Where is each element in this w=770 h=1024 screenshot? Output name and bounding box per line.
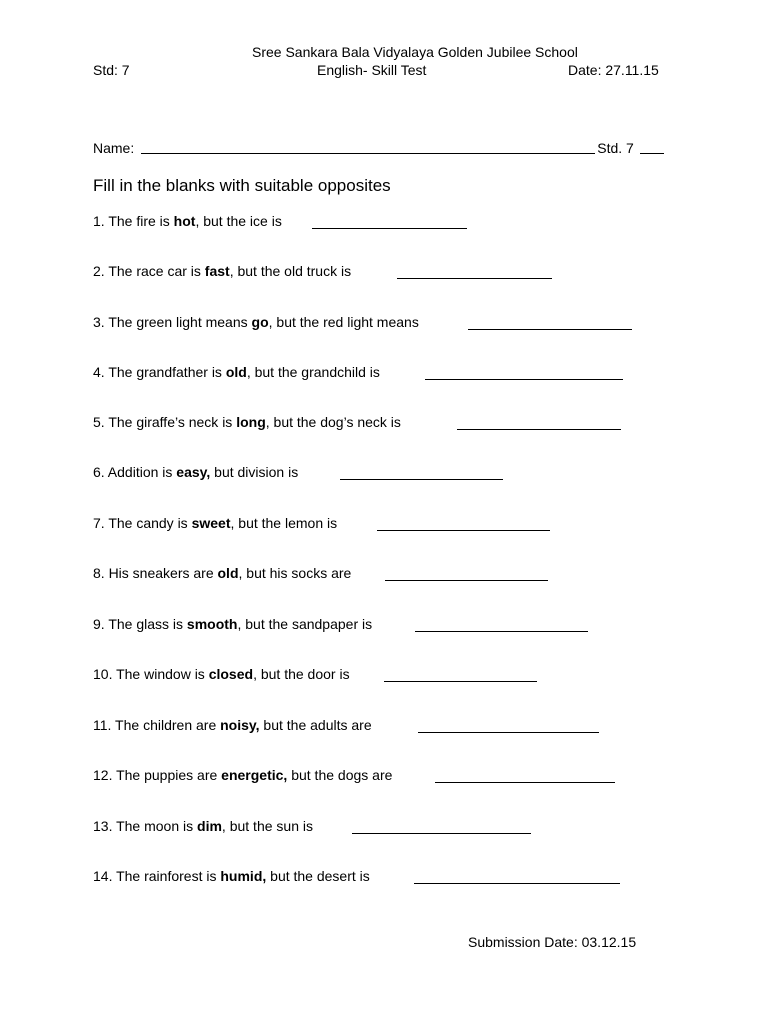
submission-date: Submission Date: 03.12.15: [468, 934, 637, 950]
question-keyword: long: [236, 414, 266, 430]
std-label: Std. 7: [597, 140, 634, 156]
answer-blank[interactable]: [414, 883, 620, 884]
question-text-pre: 5. The giraffe’s neck is: [93, 414, 237, 430]
question-text-post: , but his socks are: [238, 565, 352, 581]
header-date: Date: 27.11.15: [568, 62, 659, 78]
question-text-pre: 9. The glass is: [93, 616, 187, 632]
question-8: [93, 565, 351, 581]
question-keyword: noisy,: [220, 717, 260, 733]
question-text-pre: 12. The puppies are: [93, 767, 222, 783]
header-subject: English- Skill Test: [317, 62, 427, 78]
question-text-post: , but the dog’s neck is: [265, 414, 401, 430]
question-keyword: humid,: [220, 868, 267, 884]
answer-blank[interactable]: [377, 530, 550, 531]
question-text-post: but the adults are: [259, 717, 372, 733]
answer-blank[interactable]: [457, 429, 621, 430]
question-keyword: smooth: [186, 616, 238, 632]
question-keyword: dim: [197, 818, 222, 834]
question-13: [93, 818, 313, 834]
instruction-heading: Fill in the blanks with suitable opposites: [93, 176, 391, 195]
question-text-post: but the desert is: [266, 868, 370, 884]
question-text-post: , but the grandchild is: [246, 364, 380, 380]
answer-blank[interactable]: [418, 732, 599, 733]
question-10: [93, 666, 350, 682]
question-11: [93, 717, 372, 733]
header-std: Std: 7: [93, 62, 130, 78]
question-text-pre: 11. The children are: [93, 717, 221, 733]
question-keyword: hot: [173, 213, 196, 229]
question-text-pre: 3. The green light means: [93, 314, 252, 330]
question-keyword: old: [225, 364, 247, 380]
answer-blank[interactable]: [397, 278, 552, 279]
question-text-pre: 7. The candy is: [93, 515, 192, 531]
question-text-pre: 6. Addition is: [93, 464, 177, 480]
question-text-post: , but the sun is: [221, 818, 313, 834]
name-line: [93, 140, 664, 156]
question-keyword: go: [251, 314, 269, 330]
question-3: [93, 314, 419, 330]
question-14: [93, 868, 370, 884]
answer-blank[interactable]: [468, 329, 632, 330]
question-text-pre: 4. The grandfather is: [93, 364, 226, 380]
question-7: [93, 515, 337, 531]
question-5: [93, 414, 401, 430]
question-keyword: old: [217, 565, 239, 581]
question-6: [93, 464, 298, 480]
question-text-pre: 2. The race car is: [93, 263, 205, 279]
question-text-post: , but the door is: [253, 666, 350, 682]
question-9: [93, 616, 372, 632]
answer-blank[interactable]: [340, 479, 503, 480]
name-blank[interactable]: [141, 153, 595, 154]
question-keyword: fast: [204, 263, 230, 279]
question-keyword: sweet: [191, 515, 231, 531]
question-text-post: , but the ice is: [195, 213, 282, 229]
answer-blank[interactable]: [384, 681, 537, 682]
question-text-post: , but the sandpaper is: [237, 616, 373, 632]
answer-blank[interactable]: [435, 782, 615, 783]
question-4: [93, 364, 380, 380]
std-blank[interactable]: [640, 153, 664, 154]
school-name: Sree Sankara Bala Vidyalaya Golden Jubilee School: [252, 44, 578, 60]
answer-blank[interactable]: [385, 580, 548, 581]
question-text-post: , but the old truck is: [229, 263, 352, 279]
question-text-post: but division is: [210, 464, 299, 480]
question-text-pre: 1. The fire is: [93, 213, 174, 229]
answer-blank[interactable]: [352, 833, 531, 834]
question-2: [93, 263, 351, 279]
question-1: [93, 213, 282, 229]
question-text-post: , but the red light means: [268, 314, 419, 330]
question-text-pre: 13. The moon is: [93, 818, 198, 834]
question-12: [93, 767, 392, 783]
question-text-pre: 8. His sneakers are: [93, 565, 218, 581]
answer-blank[interactable]: [312, 228, 467, 229]
question-keyword: closed: [208, 666, 254, 682]
answer-blank[interactable]: [415, 631, 588, 632]
question-text-post: but the dogs are: [287, 767, 393, 783]
question-text-pre: 14. The rainforest is: [93, 868, 221, 884]
question-text-pre: 10. The window is: [93, 666, 209, 682]
name-label: Name:: [93, 140, 135, 156]
answer-blank[interactable]: [425, 379, 623, 380]
question-keyword: easy,: [176, 464, 211, 480]
question-text-post: , but the lemon is: [230, 515, 338, 531]
question-keyword: energetic,: [221, 767, 288, 783]
